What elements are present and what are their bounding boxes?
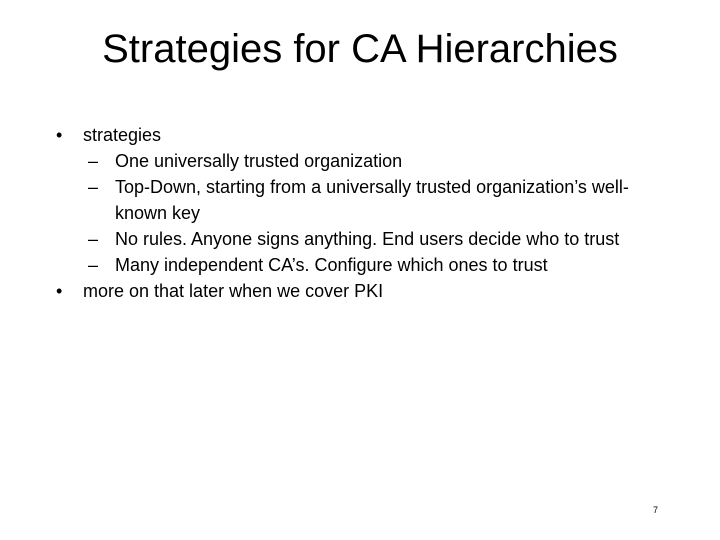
sub-bullet-item (56, 174, 666, 226)
dash-marker: – (88, 229, 99, 249)
dash-marker: – (88, 151, 99, 171)
bullet-text: more on that later when we cover PKI (83, 281, 384, 301)
sub-bullet-item (56, 252, 666, 278)
bullet-marker: • (56, 281, 63, 301)
slide-title: Strategies for CA Hierarchies (102, 27, 618, 71)
slide-number: 7 (652, 505, 658, 515)
sub-bullet-text: One universally trusted organization (115, 151, 403, 171)
slide-body (56, 122, 666, 304)
bullet-item (56, 278, 666, 304)
sub-bullet-item (56, 148, 666, 174)
bullet-marker: • (56, 125, 63, 145)
bullet-item (56, 122, 666, 148)
bullet-text: strategies (83, 125, 162, 145)
sub-bullet-item (56, 226, 666, 252)
sub-bullet-text: Many independent CA’s. Configure which ones to trust (115, 255, 548, 275)
dash-marker: – (88, 255, 99, 275)
sub-bullet-text: No rules. Anyone signs anything. End users decide who to trust (115, 229, 620, 249)
sub-bullet-text: Top-Down, starting from a universally trusted organization’s well-known key (115, 177, 629, 223)
dash-marker: – (88, 177, 99, 197)
